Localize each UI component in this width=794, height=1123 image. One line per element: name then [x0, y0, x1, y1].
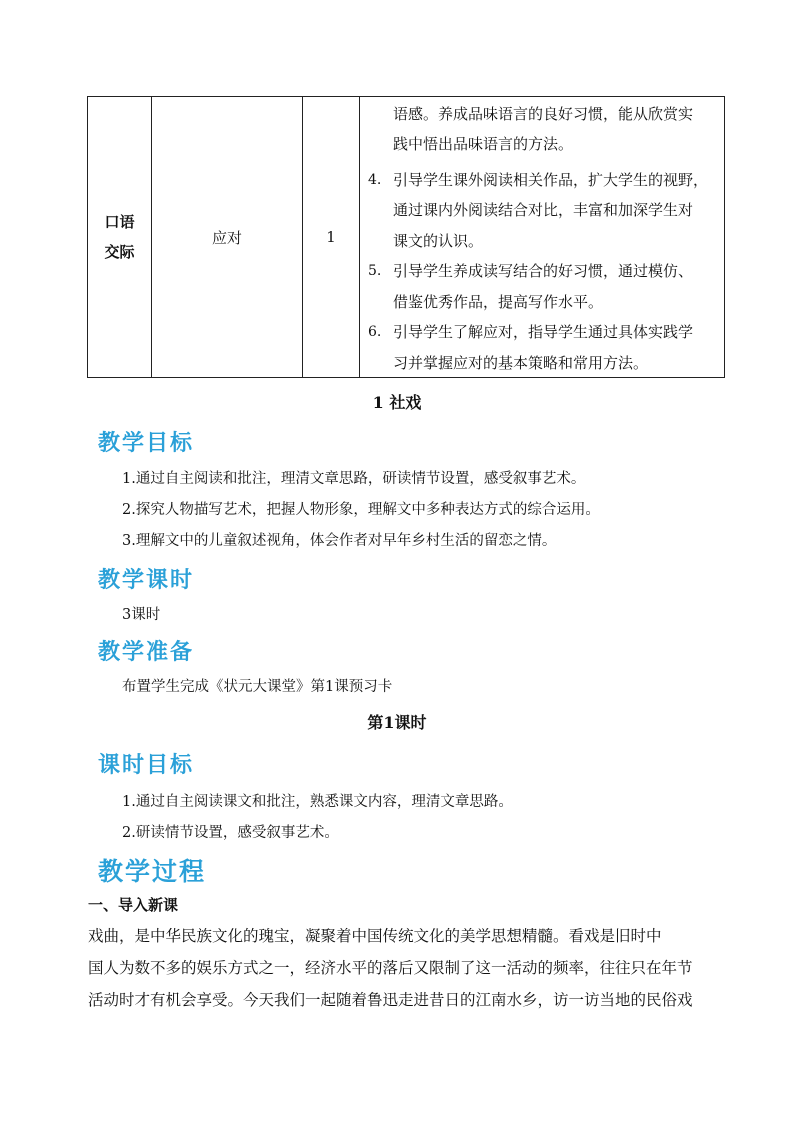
section-heading-process: 教学过程 [98, 857, 207, 886]
goal-number: 6. [368, 324, 382, 340]
category-cell [88, 97, 152, 378]
goal-item: 2.探究人物描写艺术，把握人物形象，理解文中多种表达方式的综合运用。 [122, 502, 600, 518]
lesson-title: 1 社戏 [372, 393, 422, 412]
intro-line: 活动时才有机会享受。今天我们一起随着鲁迅走进昔日的江南水乡，访一访当地的民俗戏 [88, 991, 693, 1009]
goal-line: 习并掌握应对的基本策略和常用方法。 [393, 354, 649, 372]
goal-line: 通过课内外阅读结合对比，丰富和加深学生对 [393, 201, 694, 219]
title-cell: 应对 [152, 97, 303, 378]
goal-line: 引导学生养成读写结合的好习惯，通过模仿、 [393, 262, 694, 280]
goal-number: 4. [368, 172, 382, 188]
goal-line: 引导学生了解应对，指导学生通过具体实践学 [393, 323, 694, 341]
section-heading-prep: 教学准备 [98, 640, 195, 665]
period-title: 第1课时 [367, 713, 427, 732]
period-goal-item: 2.研读情节设置，感受叙事艺术。 [122, 825, 339, 841]
section-heading-goals: 教学目标 [98, 431, 195, 456]
goal-line: 借鉴优秀作品，提高写作水平。 [393, 293, 604, 311]
goals-cell [360, 97, 725, 378]
goal-line: 语感。养成品味语言的良好习惯，能从欣赏实 [393, 105, 694, 123]
curriculum-table [87, 96, 725, 378]
goals-list [360, 97, 724, 377]
goal-line: 课文的认识。 [393, 232, 484, 250]
section-heading-hours: 教学课时 [98, 568, 195, 593]
section-heading-period-goals: 课时目标 [98, 753, 195, 778]
goal-item: 1.通过自主阅读和批注，理清文章思路，研读情节设置，感受叙事艺术。 [122, 471, 586, 487]
goal-line: 践中悟出品味语言的方法。 [393, 135, 574, 153]
intro-line: 戏曲，是中华民族文化的瑰宝，凝聚着中国传统文化的美学思想精髓。看戏是旧时中 [88, 927, 662, 945]
step-title: 一、导入新课 [88, 896, 179, 914]
goal-number: 5. [368, 263, 382, 279]
category-label: 口语交际 [104, 213, 135, 261]
table-row [88, 97, 725, 378]
hours-text: 3课时 [122, 607, 161, 623]
prep-text: 布置学生完成《状元大课堂》第1课预习卡 [122, 679, 393, 695]
hours-cell: 1 [303, 97, 360, 378]
goal-item: 3.理解文中的儿童叙述视角，体会作者对早年乡村生活的留恋之情。 [122, 533, 557, 549]
intro-line: 国人为数不多的娱乐方式之一，经济水平的落后又限制了这一活动的频率，往往只在年节 [88, 959, 693, 977]
period-goal-item: 1.通过自主阅读课文和批注，熟悉课文内容，理清文章思路。 [122, 794, 513, 810]
goal-line: 引导学生课外阅读相关作品，扩大学生的视野， [393, 171, 709, 189]
